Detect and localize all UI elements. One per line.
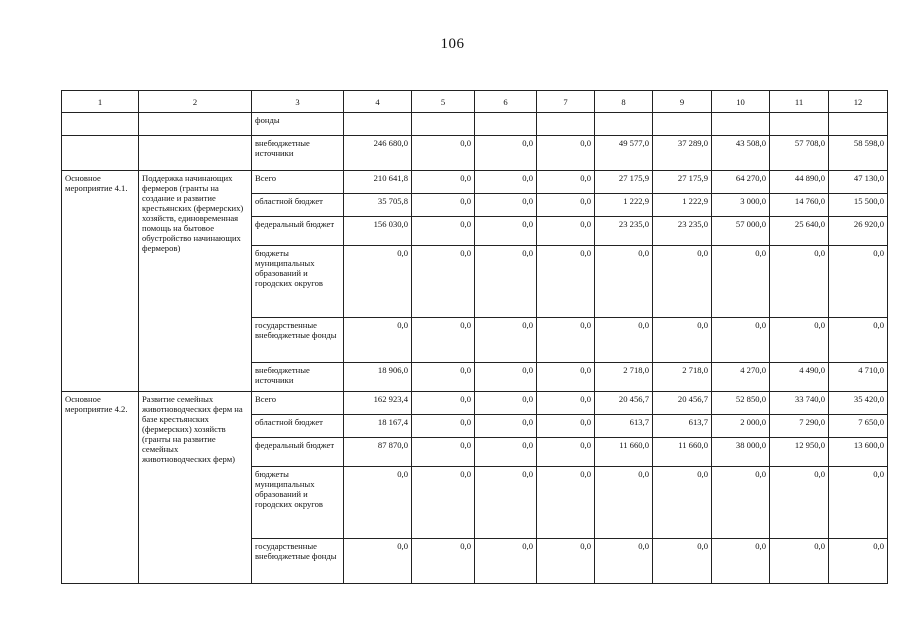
description-cell <box>139 113 252 136</box>
value-cell: 613,7 <box>595 415 653 438</box>
source-label: фонды <box>252 113 344 136</box>
column-header: 3 <box>252 91 344 113</box>
value-cell: 4 270,0 <box>712 363 770 392</box>
value-cell: 0,0 <box>537 467 595 539</box>
column-header: 2 <box>139 91 252 113</box>
value-cell: 0,0 <box>770 246 829 318</box>
budget-table <box>61 90 888 584</box>
description-cell: Развитие семейных животноводческих ферм на базе крестьянских (фермерских) хозяйств (гранты на развитие семейных животноводческих ферм) <box>139 392 252 584</box>
value-cell: 2 000,0 <box>712 415 770 438</box>
source-label: бюджеты муниципальных образований и городских округов <box>252 246 344 318</box>
value-cell: 162 923,4 <box>344 392 412 415</box>
value-cell: 0,0 <box>344 539 412 584</box>
value-cell <box>595 113 653 136</box>
value-cell: 0,0 <box>475 467 537 539</box>
value-cell: 20 456,7 <box>595 392 653 415</box>
source-label: внебюджетные источники <box>252 136 344 171</box>
value-cell: 0,0 <box>712 467 770 539</box>
column-header: 6 <box>475 91 537 113</box>
value-cell: 0,0 <box>475 194 537 217</box>
value-cell: 0,0 <box>344 467 412 539</box>
value-cell: 0,0 <box>412 194 475 217</box>
value-cell: 0,0 <box>412 217 475 246</box>
value-cell: 0,0 <box>412 467 475 539</box>
value-cell: 0,0 <box>344 318 412 363</box>
column-header: 5 <box>412 91 475 113</box>
value-cell: 35 705,8 <box>344 194 412 217</box>
value-cell: 0,0 <box>412 318 475 363</box>
value-cell: 0,0 <box>537 136 595 171</box>
table-row <box>62 392 888 415</box>
source-label: бюджеты муниципальных образований и городских округов <box>252 467 344 539</box>
value-cell: 57 000,0 <box>712 217 770 246</box>
event-cell <box>62 136 139 171</box>
value-cell: 0,0 <box>475 438 537 467</box>
value-cell: 57 708,0 <box>770 136 829 171</box>
value-cell: 35 420,0 <box>829 392 888 415</box>
source-label: Всего <box>252 171 344 194</box>
value-cell: 0,0 <box>412 136 475 171</box>
column-header: 12 <box>829 91 888 113</box>
header-row <box>62 91 888 113</box>
value-cell: 7 290,0 <box>770 415 829 438</box>
value-cell: 0,0 <box>475 171 537 194</box>
value-cell: 14 760,0 <box>770 194 829 217</box>
value-cell: 43 508,0 <box>712 136 770 171</box>
value-cell <box>412 113 475 136</box>
value-cell: 0,0 <box>712 539 770 584</box>
value-cell: 4 710,0 <box>829 363 888 392</box>
table-row <box>62 113 888 136</box>
value-cell: 0,0 <box>475 415 537 438</box>
value-cell: 0,0 <box>653 318 712 363</box>
value-cell: 246 680,0 <box>344 136 412 171</box>
value-cell: 0,0 <box>475 246 537 318</box>
value-cell: 0,0 <box>412 246 475 318</box>
description-cell <box>139 136 252 171</box>
value-cell: 0,0 <box>475 217 537 246</box>
value-cell: 0,0 <box>829 318 888 363</box>
value-cell: 25 640,0 <box>770 217 829 246</box>
value-cell: 7 650,0 <box>829 415 888 438</box>
column-header: 11 <box>770 91 829 113</box>
value-cell: 0,0 <box>537 539 595 584</box>
value-cell: 0,0 <box>537 392 595 415</box>
event-cell <box>62 113 139 136</box>
value-cell: 0,0 <box>653 539 712 584</box>
value-cell: 0,0 <box>595 467 653 539</box>
value-cell: 15 500,0 <box>829 194 888 217</box>
value-cell: 0,0 <box>344 246 412 318</box>
value-cell: 49 577,0 <box>595 136 653 171</box>
value-cell: 64 270,0 <box>712 171 770 194</box>
column-header: 9 <box>653 91 712 113</box>
value-cell: 0,0 <box>412 415 475 438</box>
page-number: 106 <box>440 36 465 52</box>
source-label: Всего <box>252 392 344 415</box>
event-cell: Основное мероприятие 4.2. <box>62 392 139 584</box>
value-cell: 0,0 <box>770 539 829 584</box>
description-cell: Поддержка начинающих фермеров (гранты на создание и развитие крестьянских (фермерских) хозяйств, единовременная помощь на бытовое обустройство начинающих фермеров) <box>139 171 252 392</box>
value-cell: 0,0 <box>829 246 888 318</box>
value-cell: 11 660,0 <box>595 438 653 467</box>
value-cell <box>653 113 712 136</box>
column-header: 7 <box>537 91 595 113</box>
value-cell: 0,0 <box>475 136 537 171</box>
source-label: областной бюджет <box>252 415 344 438</box>
value-cell: 0,0 <box>595 318 653 363</box>
value-cell: 58 598,0 <box>829 136 888 171</box>
value-cell: 210 641,8 <box>344 171 412 194</box>
value-cell: 613,7 <box>653 415 712 438</box>
value-cell: 2 718,0 <box>595 363 653 392</box>
value-cell: 156 030,0 <box>344 217 412 246</box>
value-cell: 0,0 <box>653 246 712 318</box>
source-label: внебюджетные источники <box>252 363 344 392</box>
value-cell: 18 906,0 <box>344 363 412 392</box>
value-cell: 0,0 <box>537 217 595 246</box>
value-cell: 0,0 <box>712 318 770 363</box>
value-cell: 0,0 <box>475 363 537 392</box>
value-cell: 0,0 <box>829 467 888 539</box>
value-cell: 0,0 <box>537 194 595 217</box>
value-cell: 0,0 <box>770 467 829 539</box>
source-label: областной бюджет <box>252 194 344 217</box>
table-row <box>62 171 888 194</box>
value-cell <box>475 113 537 136</box>
column-header: 1 <box>62 91 139 113</box>
column-header: 10 <box>712 91 770 113</box>
value-cell: 26 920,0 <box>829 217 888 246</box>
value-cell: 0,0 <box>537 318 595 363</box>
value-cell: 0,0 <box>537 363 595 392</box>
table-body <box>62 113 888 584</box>
table-row <box>62 136 888 171</box>
value-cell: 1 222,9 <box>595 194 653 217</box>
value-cell: 0,0 <box>412 392 475 415</box>
value-cell: 0,0 <box>537 415 595 438</box>
value-cell: 38 000,0 <box>712 438 770 467</box>
value-cell: 0,0 <box>653 467 712 539</box>
column-header: 8 <box>595 91 653 113</box>
value-cell: 0,0 <box>412 438 475 467</box>
value-cell <box>770 113 829 136</box>
value-cell: 0,0 <box>595 246 653 318</box>
value-cell: 20 456,7 <box>653 392 712 415</box>
source-label: федеральный бюджет <box>252 438 344 467</box>
value-cell: 33 740,0 <box>770 392 829 415</box>
value-cell: 1 222,9 <box>653 194 712 217</box>
value-cell: 87 870,0 <box>344 438 412 467</box>
value-cell: 0,0 <box>412 539 475 584</box>
value-cell: 0,0 <box>537 171 595 194</box>
value-cell: 27 175,9 <box>595 171 653 194</box>
value-cell: 4 490,0 <box>770 363 829 392</box>
source-label: государственные внебюджетные фонды <box>252 539 344 584</box>
value-cell: 12 950,0 <box>770 438 829 467</box>
value-cell: 47 130,0 <box>829 171 888 194</box>
value-cell: 0,0 <box>412 171 475 194</box>
value-cell: 27 175,9 <box>653 171 712 194</box>
value-cell <box>829 113 888 136</box>
value-cell: 13 600,0 <box>829 438 888 467</box>
value-cell: 0,0 <box>595 539 653 584</box>
source-label: государственные внебюджетные фонды <box>252 318 344 363</box>
value-cell: 0,0 <box>475 392 537 415</box>
value-cell: 2 718,0 <box>653 363 712 392</box>
value-cell: 18 167,4 <box>344 415 412 438</box>
value-cell: 23 235,0 <box>653 217 712 246</box>
value-cell: 0,0 <box>475 318 537 363</box>
source-label: федеральный бюджет <box>252 217 344 246</box>
value-cell <box>537 113 595 136</box>
value-cell <box>712 113 770 136</box>
value-cell: 52 850,0 <box>712 392 770 415</box>
value-cell: 0,0 <box>537 438 595 467</box>
value-cell: 0,0 <box>770 318 829 363</box>
column-header: 4 <box>344 91 412 113</box>
value-cell: 0,0 <box>712 246 770 318</box>
value-cell: 0,0 <box>412 363 475 392</box>
value-cell: 0,0 <box>829 539 888 584</box>
value-cell: 3 000,0 <box>712 194 770 217</box>
value-cell: 23 235,0 <box>595 217 653 246</box>
value-cell <box>344 113 412 136</box>
value-cell: 37 289,0 <box>653 136 712 171</box>
value-cell: 44 890,0 <box>770 171 829 194</box>
value-cell: 0,0 <box>537 246 595 318</box>
event-cell: Основное мероприятие 4.1. <box>62 171 139 392</box>
value-cell: 11 660,0 <box>653 438 712 467</box>
value-cell: 0,0 <box>475 539 537 584</box>
